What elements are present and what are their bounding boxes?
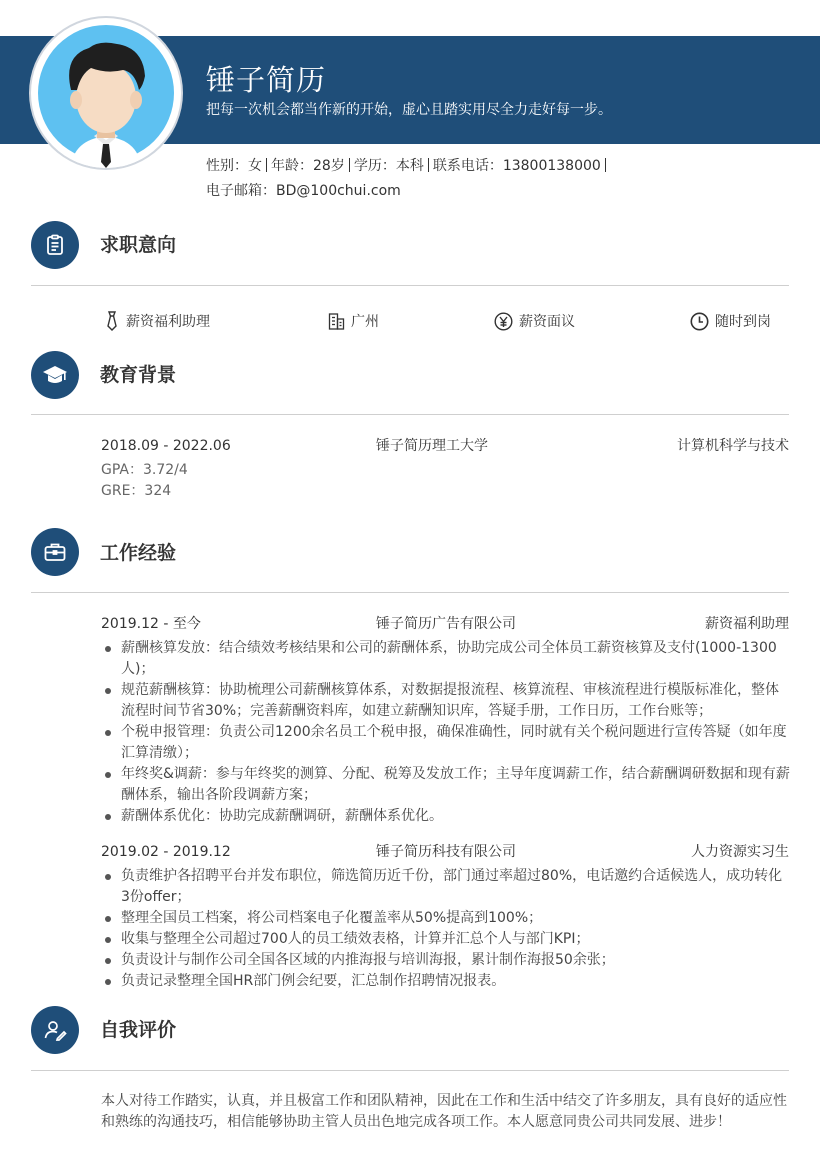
job-company: 锤子简历广告有限公司 xyxy=(376,616,516,632)
intent-availability xyxy=(690,310,771,332)
education-school: 锤子简历理工大学 xyxy=(376,438,488,454)
section-title-education: 教育背景 xyxy=(100,364,177,386)
list-item: 规范薪酬核算：协助梳理公司薪酬核算体系，对数据提报流程、核算流程、审核流程进行模版标准化，整体流程时间节省30%；完善薪酬资料库，如建立薪酬知识库，答疑手册，工作日历，工作台账等； xyxy=(101,680,791,722)
job-row xyxy=(101,841,789,863)
section-divider xyxy=(31,414,789,415)
list-item: 年终奖&调薪：参与年终奖的测算、分配、税筹及发放工作；主导年度调薪工作，结合薪酬调研数据和现有薪酬体系，输出各阶段调薪方案； xyxy=(101,764,791,806)
education-gre: GRE：324 xyxy=(101,483,172,499)
intent-availability-label: 随时到岗 xyxy=(715,314,771,330)
email-info: 电子邮箱：BD@100chui.com xyxy=(206,183,401,199)
avatar xyxy=(31,18,181,168)
job-company: 锤子简历科技有限公司 xyxy=(376,844,516,860)
tie-icon xyxy=(104,311,120,331)
divider xyxy=(605,158,606,172)
intent-city xyxy=(328,310,379,332)
intent-city-label: 广州 xyxy=(351,314,379,330)
education-gpa: GPA：3.72/4 xyxy=(101,462,188,478)
education-row xyxy=(101,435,789,457)
section-title-work: 工作经验 xyxy=(100,542,177,564)
divider xyxy=(349,158,350,172)
section-title-self-evaluation: 自我评价 xyxy=(100,1019,177,1041)
gender-info: 性别：女 xyxy=(206,158,262,174)
education-period: 2018.09 - 2022.06 xyxy=(101,438,231,454)
person-pen-icon xyxy=(31,1006,79,1054)
list-item: 收集与整理全公司超过700人的员工绩效表格，计算并汇总个人与部门KPI； xyxy=(101,929,791,950)
list-item: 负责记录整理全国HR部门例会纪要，汇总制作招聘情况报表。 xyxy=(101,971,791,992)
building-icon xyxy=(328,312,345,330)
education-major: 计算机科学与技术 xyxy=(677,438,789,454)
job-period: 2019.12 - 至今 xyxy=(101,616,201,632)
job-duties-list xyxy=(101,638,791,827)
section-divider xyxy=(31,285,789,286)
resume-name: 锤子简历 xyxy=(206,63,327,97)
phone-info: 联系电话：13800138000 xyxy=(432,158,601,174)
job-position: 人力资源实习生 xyxy=(691,844,789,860)
personal-info-line xyxy=(206,155,610,177)
intent-salary-label: 薪资面议 xyxy=(519,314,575,330)
clipboard-icon xyxy=(31,221,79,269)
section-title-intent: 求职意向 xyxy=(100,234,177,256)
job-position: 薪资福利助理 xyxy=(705,616,789,632)
briefcase-icon xyxy=(31,528,79,576)
list-item: 薪酬体系优化：协助完成薪酬调研，薪酬体系优化。 xyxy=(101,806,791,827)
clock-icon xyxy=(690,312,709,331)
list-item: 薪酬核算发放：结合绩效考核结果和公司的薪酬体系，协助完成公司全体员工薪资核算及支付(1000-1300人)； xyxy=(101,638,791,680)
graduation-cap-icon xyxy=(31,351,79,399)
intent-position-label: 薪资福利助理 xyxy=(126,314,210,330)
self-evaluation-text: 本人对待工作踏实，认真，并且极富工作和团队精神，因此在工作和生活中结交了许多朋友，具有良好的适应性和熟练的沟通技巧，相信能够协助主管人员出色地完成各项工作。本人愿意同贵公司共同发展、进步！ xyxy=(101,1093,787,1130)
job-duties-list xyxy=(101,866,791,992)
list-item: 个税申报管理：负责公司1200余名员工个税申报，确保准确性，同时就有关个税问题进行宣传答疑（如年度汇算清缴）； xyxy=(101,722,791,764)
intent-position xyxy=(104,310,210,332)
list-item: 负责设计与制作公司全国各区域的内推海报与培训海报，累计制作海报50余张； xyxy=(101,950,791,971)
education-info: 学历：本科 xyxy=(353,158,424,174)
list-item: 整理全国员工档案，将公司档案电子化覆盖率从50%提高到100%； xyxy=(101,908,791,929)
job-period: 2019.02 - 2019.12 xyxy=(101,844,231,860)
list-item: 负责维护各招聘平台并发布职位，筛选简历近千份，部门通过率超过80%，电话邀约合适候选人，成功转化3份offer； xyxy=(101,866,791,908)
resume-motto: 把每一次机会都当作新的开始，虚心且踏实用尽全力走好每一步。 xyxy=(206,102,612,118)
intent-salary xyxy=(494,310,575,332)
section-divider xyxy=(31,1070,789,1071)
age-info: 年龄：28岁 xyxy=(271,158,345,174)
divider xyxy=(428,158,429,172)
section-divider xyxy=(31,592,789,593)
divider xyxy=(266,158,267,172)
yen-icon xyxy=(494,312,513,331)
job-row xyxy=(101,613,789,635)
